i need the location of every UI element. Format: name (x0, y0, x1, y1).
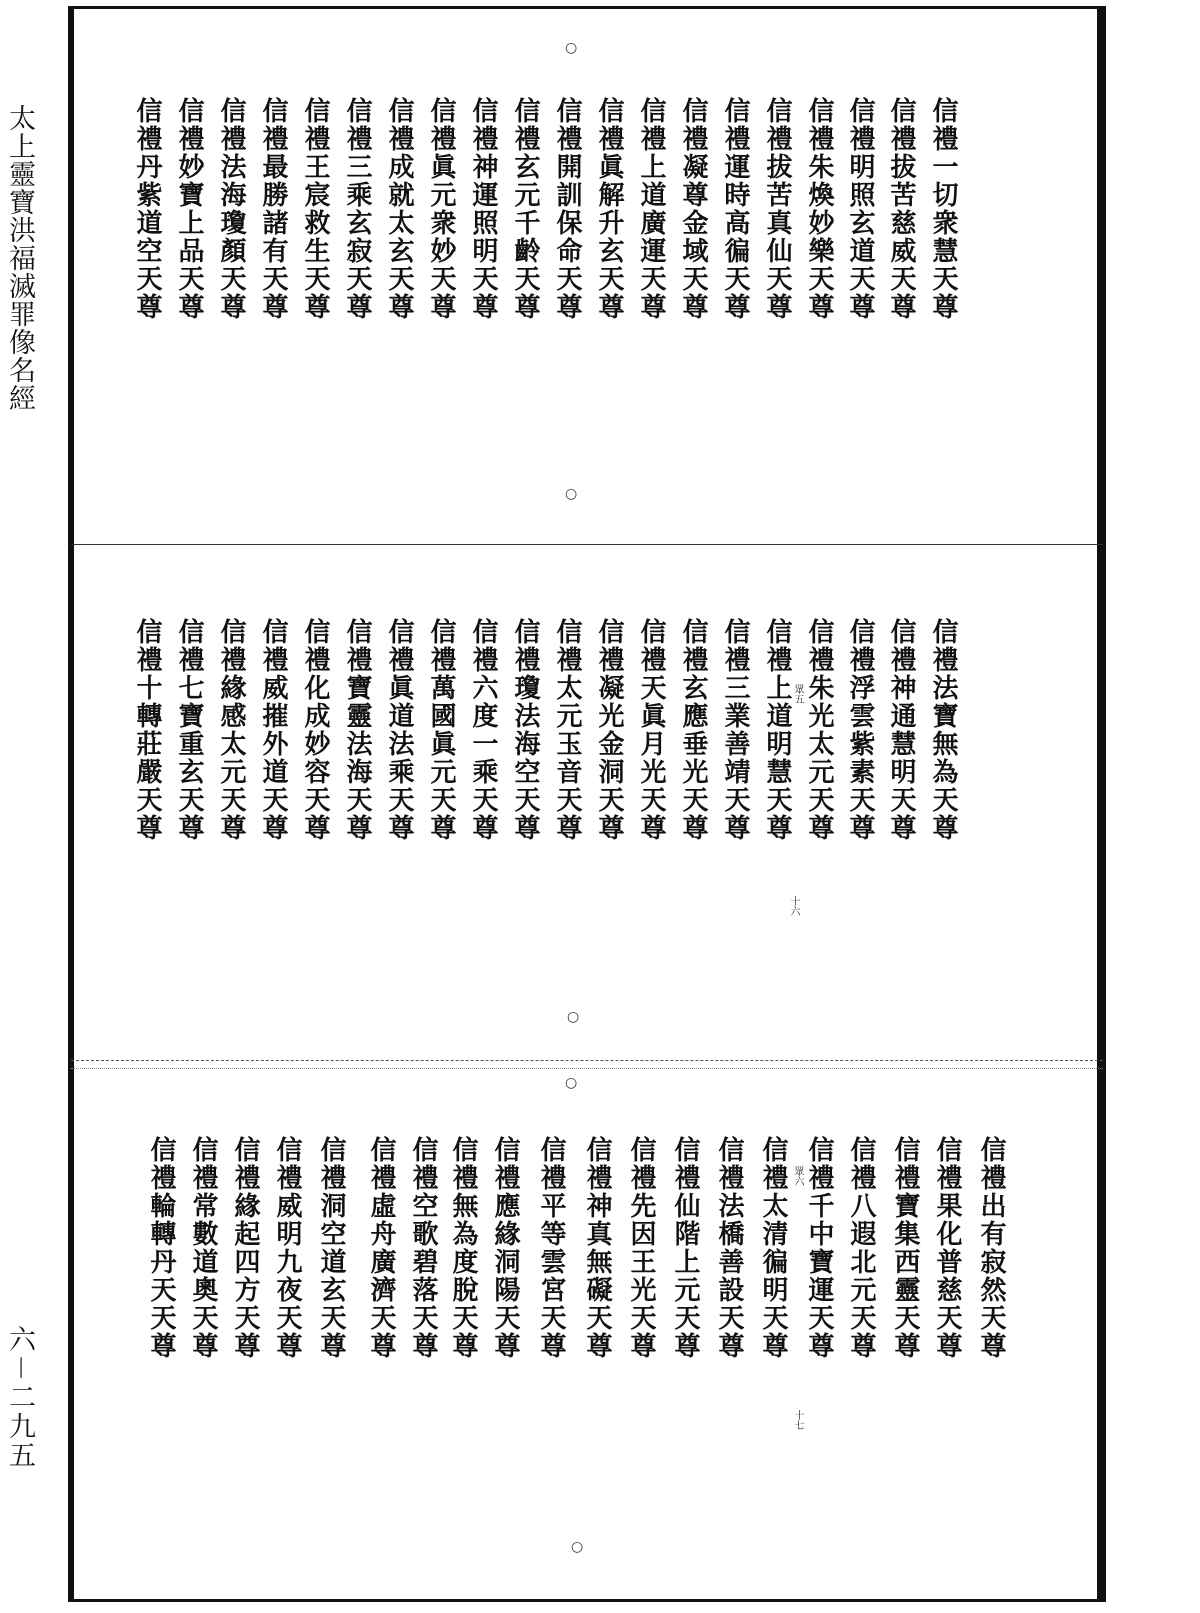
panel-separator (71, 544, 1103, 545)
text-column: 信禮太元玉音天尊 (552, 618, 582, 842)
text-column: 信禮威明九夜天尊 (272, 1136, 302, 1360)
text-column: 信禮凝尊金域天尊 (678, 97, 708, 321)
text-column: 信禮七寶重玄天尊 (174, 618, 204, 842)
text-column: 信禮輪轉丹天天尊 (146, 1136, 176, 1360)
text-column: 信禮運時高徧天尊 (720, 97, 750, 321)
text-column: 信禮緣起四方天尊 (230, 1136, 260, 1360)
text-column: 信禮三業善靖天尊 (720, 618, 750, 842)
text-column: 信禮玄元千齡天尊 (510, 97, 540, 321)
text-column: 信禮開訓保命天尊 (552, 97, 582, 321)
text-column: 信禮上道明慧天尊 (762, 618, 792, 842)
text-column: 信禮朱煥妙樂天尊 (804, 97, 834, 321)
panel-3 (71, 1070, 1103, 1602)
text-column: 信禮空歌碧落天尊 (408, 1136, 438, 1360)
text-column: 信禮十轉莊嚴天尊 (132, 618, 162, 842)
text-column: 信禮無為度脫天尊 (448, 1136, 478, 1360)
text-column: 信禮虛舟廣濟天尊 (366, 1136, 396, 1360)
text-column: 信禮萬國眞元天尊 (426, 618, 456, 842)
binding-circle-top: ○ (565, 1075, 578, 1091)
text-column: 信禮最勝諸有天尊 (258, 97, 288, 321)
text-column: 信禮法橋善設天尊 (714, 1136, 744, 1360)
text-column: 信禮神運照明天尊 (468, 97, 498, 321)
text-column: 信禮神通慧明天尊 (886, 618, 916, 842)
text-column: 信禮天眞月光天尊 (636, 618, 666, 842)
page-frame (68, 6, 1106, 1602)
text-column: 信禮果化普慈天尊 (932, 1136, 962, 1360)
text-column: 信禮先因王光天尊 (626, 1136, 656, 1360)
text-column: 信禮出有寂然天尊 (976, 1136, 1006, 1360)
binding-circle-bottom: ○ (565, 486, 578, 502)
text-column: 信禮朱光太元天尊 (804, 618, 834, 842)
text-column: 信禮丹紫道空天尊 (132, 97, 162, 321)
text-column: 信禮寶集西靈天尊 (890, 1136, 920, 1360)
text-column: 信禮法海瓊顏天尊 (216, 97, 246, 321)
page-number: 六－二九五 (4, 1325, 35, 1470)
text-column: 信禮成就太玄天尊 (384, 97, 414, 321)
text-column: 信禮凝光金洞天尊 (594, 618, 624, 842)
text-column: 信禮法寶無為天尊 (928, 618, 958, 842)
text-column: 信禮常數道奧天尊 (188, 1136, 218, 1360)
folio-mark: 眾五 (792, 684, 803, 704)
text-column: 信禮平等雲宮天尊 (536, 1136, 566, 1360)
text-column: 信禮太清徧明天尊 (758, 1136, 788, 1360)
text-column: 信禮千中寶運天尊 (804, 1136, 834, 1360)
text-column: 信禮眞道法乘天尊 (384, 618, 414, 842)
text-column: 信禮洞空道玄天尊 (316, 1136, 346, 1360)
text-column: 信禮明照玄道天尊 (845, 97, 875, 321)
text-column: 信禮拔苦真仙天尊 (762, 97, 792, 321)
text-column: 信禮拔苦慈威天尊 (886, 97, 916, 321)
text-column: 信禮八遐北元天尊 (846, 1136, 876, 1360)
text-column: 信禮仙階上元天尊 (670, 1136, 700, 1360)
text-column: 信禮玄應垂光天尊 (678, 618, 708, 842)
folio-number: 十七 (792, 1410, 803, 1430)
panel-separator (71, 1060, 1103, 1061)
text-column: 信禮威摧外道天尊 (258, 618, 288, 842)
text-column: 信禮應緣洞陽天尊 (490, 1136, 520, 1360)
panel-separator-dotted (71, 1068, 1103, 1069)
text-column: 信禮寶靈法海天尊 (342, 618, 372, 842)
text-column: 信禮上道廣運天尊 (636, 97, 666, 321)
text-column: 信禮瓊法海空天尊 (510, 618, 540, 842)
panel-2 (71, 546, 1103, 1060)
folio-mark: 眾六 (792, 1166, 803, 1186)
text-column: 信禮緣感太元天尊 (216, 618, 246, 842)
folio-number: 十六 (788, 896, 799, 916)
text-column: 信禮六度一乘天尊 (468, 618, 498, 842)
binding-circle-top: ○ (565, 40, 578, 56)
text-column: 信禮王宸救生天尊 (300, 97, 330, 321)
text-column: 信禮化成妙容天尊 (300, 618, 330, 842)
text-column: 信禮浮雲紫素天尊 (845, 618, 875, 842)
binding-circle-bottom: ○ (567, 1009, 580, 1025)
text-column: 信禮妙寶上品天尊 (174, 97, 204, 321)
binding-circle-bottom: ○ (571, 1539, 584, 1555)
text-column: 信禮眞元衆妙天尊 (426, 97, 456, 321)
text-column: 信禮眞解升玄天尊 (594, 97, 624, 321)
side-title: 太上靈寶洪福滅罪像名經 (4, 104, 35, 412)
text-column: 信禮一切衆慧天尊 (928, 97, 958, 321)
panel-1 (71, 9, 1103, 544)
text-column: 信禮神真無礙天尊 (582, 1136, 612, 1360)
text-column: 信禮三乘玄寂天尊 (342, 97, 372, 321)
